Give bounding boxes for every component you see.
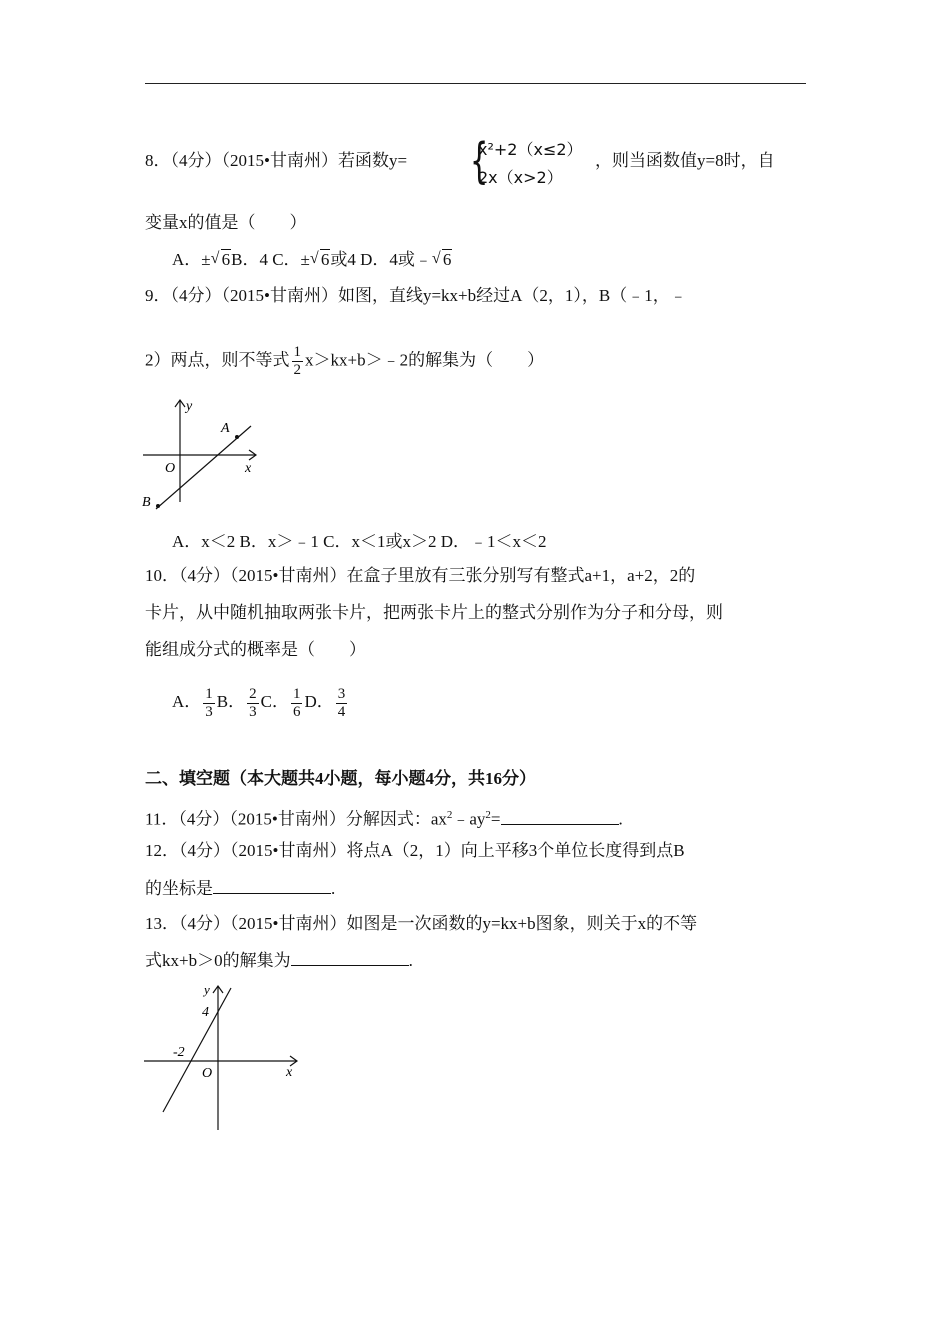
q12-line1: 12．（4分）（2015•甘南州）将点A（2，1）向上平移3个单位长度得到点B xyxy=(145,841,685,860)
fraction-option-d: $\frac{3}{4}$ xyxy=(337,685,346,720)
q10-options: A． $\frac{1}{3}$ B． $\frac{2}{3}$ C． $\frac{1}{6}$ D． $\frac{3}{4}$ xyxy=(172,685,346,720)
y-intercept-label: 4 xyxy=(202,1005,209,1020)
q13-graph xyxy=(140,980,305,1135)
q10-line1: 10．（4分）（2015•甘南州）在盒子里放有三张分别写有整式a+1，a+2，2的 xyxy=(145,566,696,585)
y-axis-label: y xyxy=(186,399,193,414)
q8-piecewise: { x²+2（x≤2） 2x（x>2） xyxy=(470,133,583,189)
q13-line2: 式kx+b＞0的解集为 . xyxy=(145,951,413,970)
point-b-label: B xyxy=(142,495,151,510)
q9-options: A．x＜2 B．x＞﹣1 C．x＜1或x＞2 D．﹣1＜x＜2 xyxy=(172,532,547,551)
fraction-option-c: $\frac{1}{6}$ xyxy=(292,685,301,720)
fraction-option-b: $\frac{2}{3}$ xyxy=(249,685,257,720)
q8-line1 xyxy=(145,150,407,172)
q8-case1: x²+2（x≤2） xyxy=(478,140,583,159)
answer-blank[interactable] xyxy=(291,949,409,966)
q11-line: 11．（4分）（2015•甘南州）分解因式：$ax^2﹣ay^2=$ . xyxy=(145,809,623,829)
x-axis-label: x xyxy=(286,1065,293,1080)
q9-line1: 9．（4分）（2015•甘南州）如图，直线y=kx+b经过A（2，1），B（﹣1，﹣ xyxy=(145,286,687,305)
sqrt-6: √ 6 xyxy=(212,249,232,271)
answer-blank[interactable] xyxy=(213,877,331,894)
q13-line1: 13．（4分）（2015•甘南州）如图是一次函数的y=kx+b图象，则关于x的不等 xyxy=(145,914,698,933)
q10-line3: 能组成分式的概率是（ ） xyxy=(145,640,366,659)
q8-line2: 变量x的值是（ ） xyxy=(145,213,307,232)
answer-blank[interactable] xyxy=(501,808,619,825)
fraction-half: $\frac{1}{2}$ xyxy=(293,344,301,378)
header-rule xyxy=(145,83,806,84)
x-intercept-label: -2 xyxy=(173,1045,185,1060)
q9-line2: 2）两点，则不等式 $\frac{1}{2}$ x＞kx+b＞﹣2的解集为（ ） xyxy=(145,344,545,378)
q8-case2: 2x（x>2） xyxy=(478,168,563,187)
q8-suffix: ，则当函数值y=8时，自 xyxy=(595,151,775,170)
origin-label: O xyxy=(165,461,176,476)
y-axis-label: y xyxy=(204,982,210,997)
q10-line2: 卡片，从中随机抽取两张卡片，把两张卡片上的整式分别作为分子和分母，则 xyxy=(145,603,723,622)
q12-line2: 的坐标是 . xyxy=(145,879,336,898)
sqrt-6: √ 6 xyxy=(311,249,331,271)
q8-options: A．±√ 6B．4 C．±√ 6或4 D．4或﹣√ 6 xyxy=(172,249,452,271)
section-2-heading: 二、填空题（本大题共4小题，每小题4分，共16分） xyxy=(145,769,536,788)
origin-label: O xyxy=(202,1066,213,1081)
sqrt-6: √ 6 xyxy=(433,249,453,271)
q8-prefix: 8．（4分）（2015•甘南州）若函数y= xyxy=(145,151,408,170)
q9-graph xyxy=(138,392,268,518)
point-a-label: A xyxy=(221,421,230,436)
x-axis-label: x xyxy=(245,461,252,476)
fraction-option-a: $\frac{1}{3}$ xyxy=(205,685,213,720)
